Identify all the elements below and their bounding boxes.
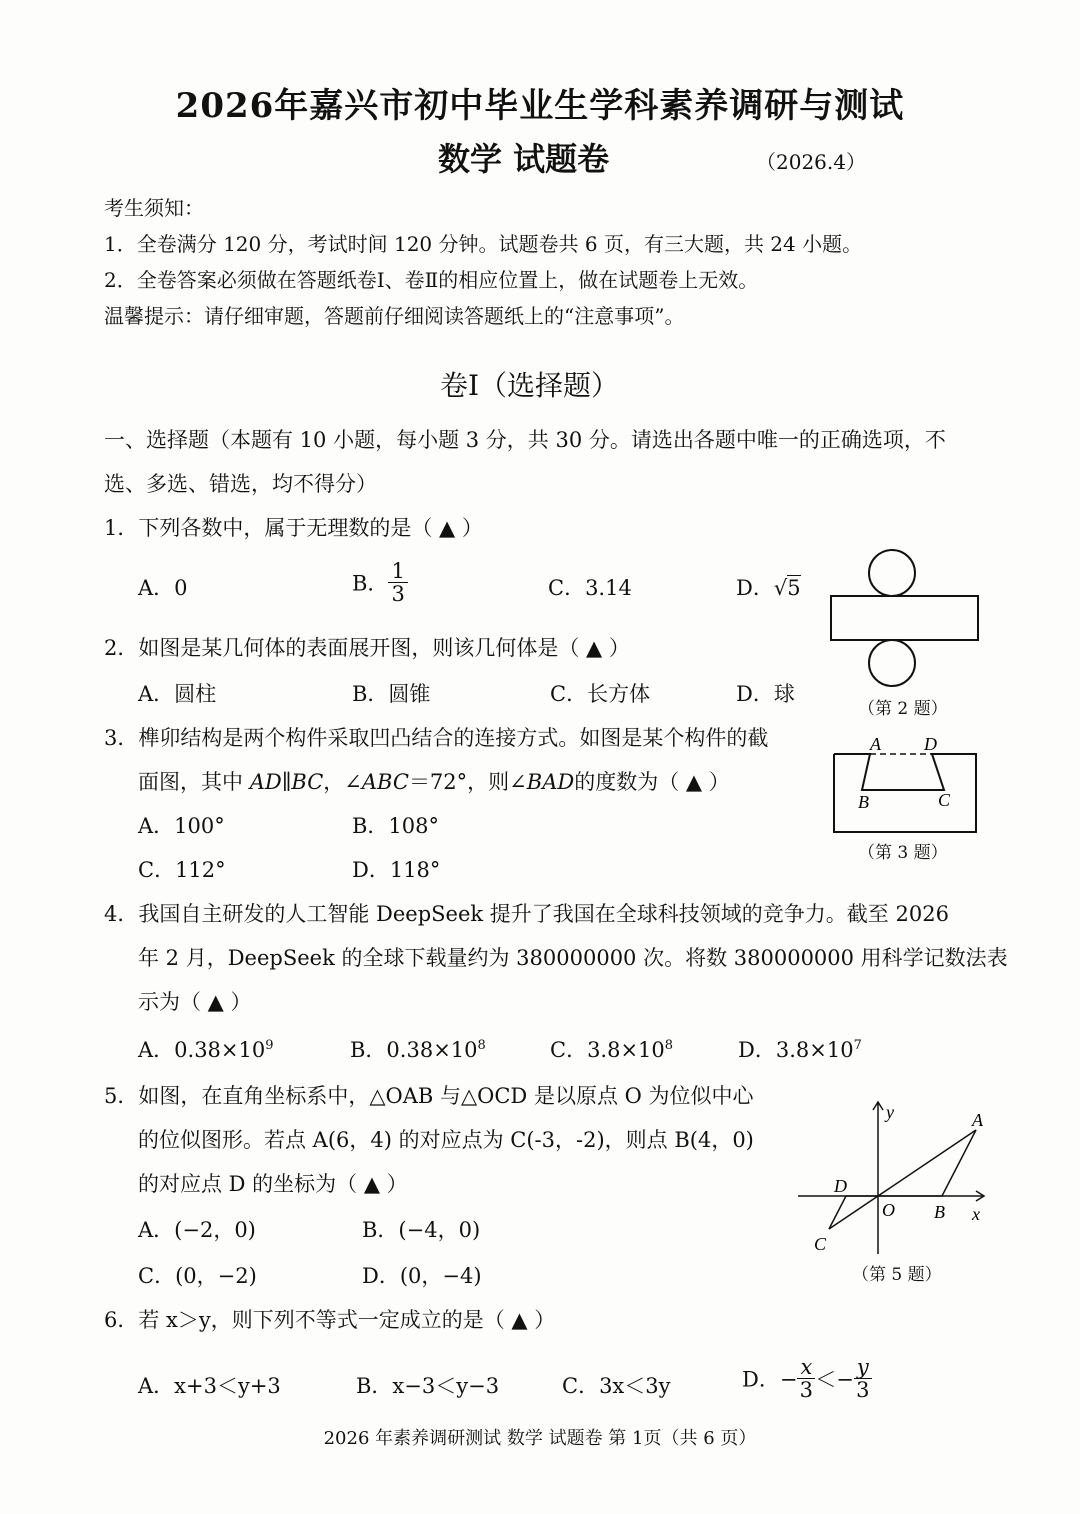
q1-option-d-label: D． [736,576,774,600]
part1-instruction-line2: 选、多选、错选，均不得分） [104,472,377,496]
q1-option-d [736,572,801,602]
q3-option-b: B．108° [352,814,440,838]
q3-caption: （第 3 题） [858,843,948,863]
q1-option-b-denominator: 3 [391,582,405,607]
q3-mortise-figure [826,732,986,838]
q3-outline [834,754,976,832]
q1-option-b-label: B． [352,571,389,596]
part1-instruction-line1: 一、选择题（本题有 10 小题，每小题 3 分，共 30 分。请选出各题中唯一的正确选项，不 [104,428,946,452]
q4-option-d-exponent: 7 [853,1038,862,1053]
q2-option-d: D．球 [736,682,795,706]
q2-top-circle [869,550,915,596]
q5-label-o: O [882,1200,895,1220]
q3-math-value: ＝72° [408,770,468,794]
exam-date: （2026.4） [756,150,866,174]
q4-option-a [138,1034,274,1064]
q5-triangle-ocd [829,1196,878,1229]
q3-math-angle-abc: ∠ABC [344,770,409,794]
q5-stem-line1: 5．如图，在直角坐标系中，△OAB 与△OCD 是以原点 O 为位似中心 [104,1084,754,1108]
q3-label-c: C [938,790,951,810]
q5-label-c: C [814,1234,827,1254]
q6-option-d-den2: 3 [856,1378,870,1403]
q4-option-c [550,1034,673,1064]
q4-option-a-exponent: 9 [265,1038,274,1053]
sqrt-symbol: √ [773,576,788,600]
q5-option-a: A．(−2，0) [138,1218,256,1242]
q3-math-angle-bad: ∠BAD [509,770,575,794]
q6-option-d [742,1356,872,1401]
q5-label-a: A [972,1110,983,1130]
q2-net-figure [826,546,986,694]
q3-stem-line1: 3．榫卯结构是两个构件采取凹凸结合的连接方式。如图是某个构件的截 [104,726,769,750]
q5-option-b: B．(−4，0) [362,1218,481,1242]
q3-math-parallel: AD∥BC [249,770,324,794]
q4-stem-line3: 示为（ ▲ ） [138,990,252,1014]
q3-label-b: B [858,792,869,812]
q2-bottom-circle [869,640,915,686]
q4-option-a-base: A．0.38×10 [138,1038,266,1062]
notice-tip: 温馨提示：请仔细审题，答题前仔细阅读答题纸上的“注意事项”。 [104,304,685,328]
part1-title: 卷Ⅰ（选择题） [440,369,620,402]
q5-option-c: C．(0，−2) [138,1264,257,1288]
q3-stem-end: 的度数为（ ▲ ） [574,770,730,794]
q1-stem: 1．下列各数中，属于无理数的是（ ▲ ） [104,516,483,540]
q2-rectangle [831,596,978,640]
q4-option-b-base: B．0.38×10 [350,1038,478,1062]
q3-stem-line2 [138,766,730,796]
q3-stem-then: ，则 [467,770,510,794]
q6-option-d-fraction-2 [854,1356,872,1401]
q6-option-d-num2: y [854,1356,872,1379]
q5-caption: （第 5 题） [852,1265,942,1285]
q5-label-d: D [834,1176,847,1196]
q4-option-c-base: C．3.8×10 [550,1038,665,1062]
q6-option-d-less-than: ＜− [815,1367,854,1392]
q2-option-b: B．圆锥 [352,682,431,706]
q5-triangle-oab [878,1130,976,1196]
q1-option-b-numerator: 1 [388,560,407,583]
q5-label-x: x [972,1204,980,1224]
q1-option-b-fraction [388,560,407,605]
q4-stem-line1: 4．我国自主研发的人工智能 DeepSeek 提升了我国在全球科技领域的竞争力。截至 2026 [104,902,949,926]
q4-option-d [738,1034,862,1064]
q6-option-a: A．x+3＜y+3 [138,1374,281,1398]
q1-option-d-radicand: 5 [787,576,801,600]
q3-label-d: D [924,734,937,754]
q5-option-d: D．(0，−4) [362,1264,482,1288]
q4-option-b-exponent: 8 [477,1038,486,1053]
exam-subject: 数学 试题卷 [438,140,610,178]
notice-item-2: 2．全卷答案必须做在答题纸卷Ⅰ、卷Ⅱ的相应位置上，做在试题卷上无效。 [104,268,759,292]
q1-option-a: A．0 [138,576,188,600]
page-footer: 2026 年素养调研测试 数学 试题卷 第 1页（共 6 页） [323,1428,757,1449]
q5-coordinate-figure [792,1096,992,1258]
q6-option-d-den1: 3 [799,1378,814,1403]
q6-option-d-label: D．− [742,1367,798,1392]
q6-option-d-fraction-1 [797,1356,815,1401]
q6-option-b: B．x−3＜y−3 [356,1374,500,1398]
q5-stem-line3: 的对应点 D 的坐标为（ ▲ ） [138,1172,408,1196]
notice-heading: 考生须知： [104,196,204,220]
q2-stem: 2．如图是某几何体的表面展开图，则该几何体是（ ▲ ） [104,636,630,660]
q3-option-c: C．112° [138,858,226,882]
q4-option-b [350,1034,486,1064]
q3-stem-text: 面图，其中 [138,770,250,794]
q4-option-c-exponent: 8 [664,1038,674,1053]
q3-label-a: A [870,734,881,754]
q3-option-d: D．118° [352,858,441,882]
q3-stem-comma: ， [323,770,345,794]
q2-option-a: A．圆柱 [138,682,217,706]
exam-title: 2026年嘉兴市初中毕业生学科素养调研与测试 [175,86,905,126]
q4-stem-line2: 年 2 月，DeepSeek 的全球下载量约为 380000000 次。将数 380000000 用科学记数法表 [138,946,1008,970]
q2-caption: （第 2 题） [858,699,948,719]
q5-stem-line2: 的位似图形。若点 A(6，4) 的对应点为 C(-3，-2)，则点 B(4，0) [138,1128,754,1152]
q5-label-b: B [934,1202,945,1222]
q1-option-b [352,560,408,605]
q6-option-d-num1: x [797,1356,815,1379]
notice-item-1: 1．全卷满分 120 分，考试时间 120 分钟。试题卷共 6 页，有三大题，共 24 小题。 [104,232,863,256]
q4-option-d-base: D．3.8×10 [738,1038,854,1062]
q1-option-c: C．3.14 [548,576,632,600]
q5-label-y: y [886,1102,894,1122]
q3-option-a: A．100° [138,814,225,838]
q2-option-c: C．长方体 [550,682,651,706]
q6-stem: 6．若 x＞y，则下列不等式一定成立的是（ ▲ ） [104,1308,556,1332]
q6-option-c: C．3x＜3y [562,1374,671,1398]
